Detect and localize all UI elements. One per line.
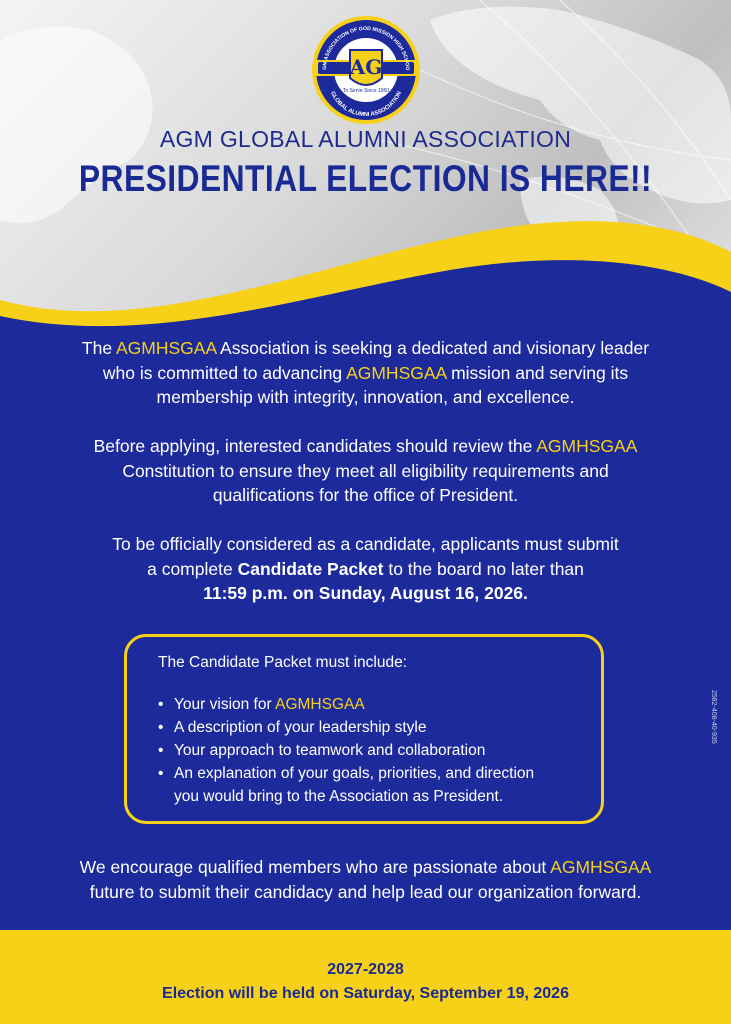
highlight-agmhsgaa: AGMHSGAA	[550, 857, 652, 877]
svg-text:AG: AG	[349, 55, 383, 79]
list-item	[158, 739, 598, 762]
text-span: An explanation of your goals, priorities, and direction	[174, 765, 535, 782]
text-span: future to submit their candidacy and help lead our organization forward.	[89, 881, 642, 902]
term-years: 2027-2028	[327, 961, 404, 978]
packet-requirements-list	[158, 693, 598, 808]
packet-intro: The Candidate Packet must include:	[158, 654, 407, 671]
highlight-agmhsgaa: AGMHSGAA	[536, 436, 638, 456]
list-item	[158, 762, 598, 808]
svg-text:AGM ASSOCIATION OF GOD MISSION: GM ASSOCIATION OF GOD MISSION HIGH SCHOO	[321, 25, 411, 71]
text-span: to the board no later than	[383, 558, 584, 579]
text-span: Your vision for	[174, 696, 276, 713]
text-span: Before applying, interested candidates should review the	[93, 436, 537, 456]
text-span: you would bring to the Association as President.	[174, 788, 504, 805]
text-span: membership with integrity, innovation, and excellence.	[156, 387, 575, 407]
intro-paragraph	[30, 336, 701, 410]
highlight-agmhsgaa: AGMHSGAA	[115, 338, 217, 358]
agm-logo	[310, 14, 422, 126]
deadline-date: 11:59 p.m. on Sunday, August 16, 2026.	[203, 583, 528, 603]
text-span: qualifications for the office of President.	[212, 485, 519, 505]
deadline-paragraph	[30, 532, 701, 606]
org-name: AGM GLOBAL ALUMNI ASSOCIATION	[159, 126, 572, 152]
bullet-icon: •	[158, 765, 164, 782]
list-item	[158, 693, 598, 716]
list-item	[158, 716, 598, 739]
constitution-paragraph	[30, 434, 701, 508]
text-span: Your approach to teamwork and collaboration	[174, 742, 486, 759]
text-span: who is committed to advancing	[102, 362, 347, 383]
bullet-icon: •	[158, 696, 164, 713]
highlight-agmhsgaa: AGMHSGAA	[346, 362, 447, 383]
text-span: A description of your leadership style	[174, 719, 427, 736]
text-span: mission and serving its	[446, 362, 629, 383]
text-span: Association is seeking a dedicated and visionary leader	[216, 338, 650, 358]
text-span: We encourage qualified members who are passionate about	[79, 857, 551, 877]
closing-paragraph	[30, 855, 701, 904]
text-span: a complete	[147, 558, 238, 579]
page-headline: PRESIDENTIAL ELECTION IS HERE!!	[78, 158, 653, 199]
bullet-icon: •	[158, 719, 164, 736]
svg-text:GLOBAL ALUMNI ASSOCIATION: GLOBAL ALUMNI ASSOCIATION	[328, 90, 404, 119]
text-span: The	[81, 338, 116, 358]
side-code: 2582-408-40-935	[710, 690, 717, 744]
election-date: Election will be held on Saturday, September 19, 2026	[162, 985, 569, 1002]
svg-text:To Serve Since 1950: To Serve Since 1950	[342, 88, 390, 94]
text-span: To be officially considered as a candidate, applicants must submit	[112, 534, 619, 554]
candidate-packet-label: Candidate Packet	[237, 558, 384, 579]
highlight-agmhsgaa: AGMHSGAA	[275, 696, 365, 713]
text-span: Constitution to ensure they meet all eligibility requirements and	[122, 460, 609, 481]
bullet-icon: •	[158, 742, 164, 759]
